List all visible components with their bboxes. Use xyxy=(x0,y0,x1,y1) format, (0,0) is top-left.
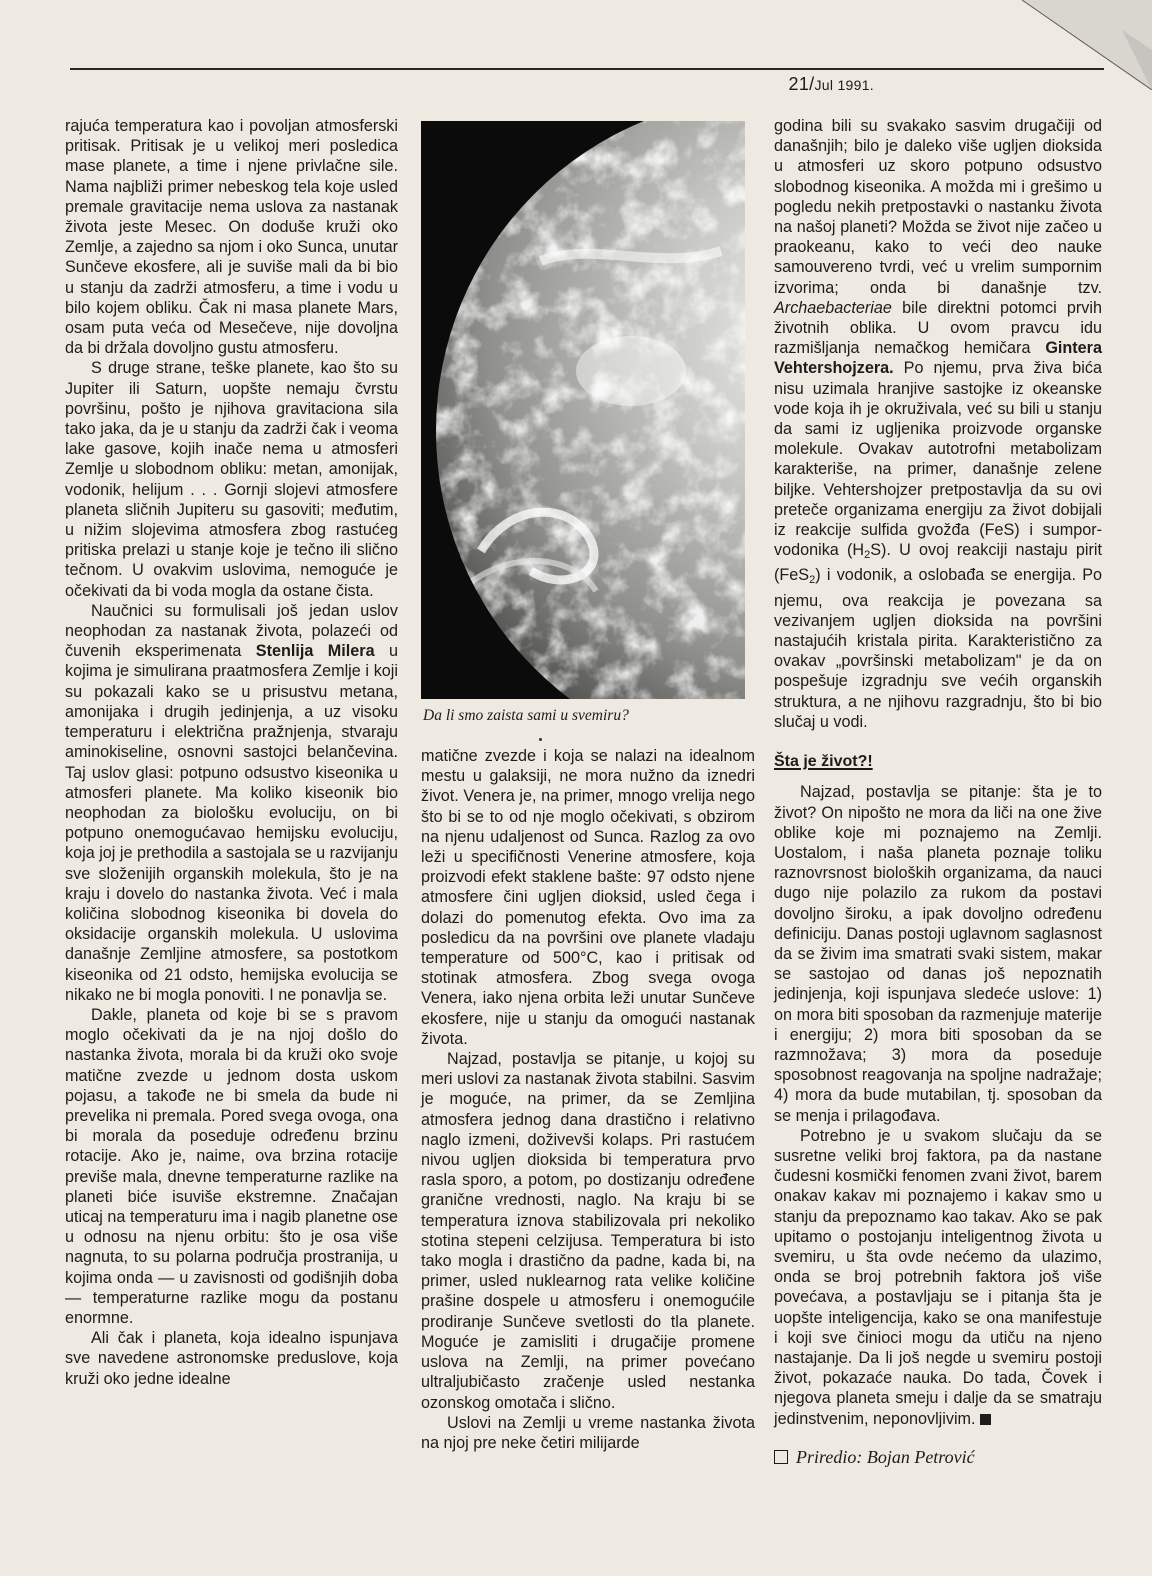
paragraph: godina bili su svakako sasvim drugačiji od današnjih; bilo je daleko više ugljen dioksida u atmosferi uz skoro potpuno odsustvo slobodnog kiseonika. A možda mi i grešimo u pogledu nekih pretpostavki o nastanku života na našoj planeti? Možda se život nije začeo u praokeanu, kako to veći deo nauke samouvereno tvrdi, već u vrelim sumpornim izvorima; onda bi današnje tzv. Archaebacteriae bile direktni potomci prvih životnih oblika. U ovom pravcu idu razmišljanja nemačkog hemičara Gintera Vehtershojzera. Po njemu, prva živa bića nisu uzimala hranjive sastojke iz okeanske vode koja ih je okruživala, već su bili u stanju da sami iz ugljenika proizvode organske molekule. Ovakav autotrofni metabolizam karakteriše, na primer, današnje zelene biljke. Vehtershojzer pretpostavlja da su ovi preteče organizama energiju za život dobijali iz reakcije sulfida gvožđa (FeS) i sumpor-vodonika $(H_2S)$. U ovoj reakciji nastaju pirit (FeS$_2$) i vodonik, a oslobađa se energija. Po njemu, ova reakcija je povezana sa vezivanjem ugljen dioksida na površini nastajućih kristala pirita. Karakteristično za ovakav „površinski metabolizam" je da on pospešuje izgradnju sve većih organskih struktura, a ne njihovu razgradnju, što bi bio slučaj u vodi. xyxy=(774,117,1102,731)
bold-name: Stenlija Milera xyxy=(255,642,375,661)
column-1 xyxy=(65,116,398,1389)
paragraph: S druge strane, teške planete, kao što su Jupiter ili Saturn, uopšte nemaju čvrstu površinu, pošto je njihova gravitaciona sila tako jaka, da je u stanju da zadrži čak i veoma lake gasove, kojih inače nema u atmosferi Zemlje u slobodnom obliku: metan, amonijak, vodonik, helijum . . . Gornji slojevi atmosfere planeta sličnih Jupiteru su gasoviti; međutim, u nižim slojevima atmosfera zbog rastućeg pritiska prelazi u stanje koje je tečno ili slično tečnom. U ovakvim uslovima, nemoguće je očekivati da bi voda mogla da ostane čista. xyxy=(65,359,398,600)
photo-caption: Da li smo zaista sami u svemiru? xyxy=(423,707,629,724)
bold-name: Gintera Vehtershojzera. xyxy=(774,339,1102,378)
author-credit: Priredio: Bojan Petrović xyxy=(774,1447,1102,1467)
paragraph: rajuća temperatura kao i povoljan atmosferski pritisak. Pritisak je u velikoj meri posledica mase planete, a time i njene privlačne sile. Nama najbliži primer nebeskog tela koje usled premale gravitacije nema uslova za nastanak života jeste Mesec. On doduše kruži oko Zemlje, a zajedno sa njom i oko Sunca, unutar Sunčeve ekosfere, ali je suviše mali da bi bio u stanju da zadrži atmosferu, a time i vodu u bilo kojem obliku. Čak ni masa planete Mars, osam puta veća od Mesečeve, nije dovoljna da bi držala dovoljno gustu atmosferu. xyxy=(65,117,398,358)
paragraph: Ali čak i planeta, koja idealno ispunjava sve navedene astronomske preduslove, koja kruži oko jedne idealne xyxy=(65,1329,398,1388)
paragraph: Najzad, postavlja se pitanje: šta je to život? On nipošto ne mora da liči na one žive oblike koje mi poznajemo na Zemlji. Uostalom, i naša planeta poznaje toliku raznovrsnost bioloških organizama, da nauci dugo nije polazilo za rukom da postavi dovoljno široku, a ipak dovoljno određenu definiciju. Danas postoji uglavnom saglasnost da se živim ima smatrati svaki sistem, makar se sastojao od danas još nepoznatih jedinjenja, koji ispunjava sledeće uslove: 1) on mora biti sposoban da razmenjuje materije i energiju; 2) mora biti sposoban da se razmnožava; 3) mora da poseduje sposobnost reagovanja na spoljne nadražaje; 4) mora da bude mutabilan, tj. sposoban da se menja i prilagođava. xyxy=(774,783,1102,1125)
paragraph: matične zvezde i koja se nalazi na idealnom mestu u galaksiji, ne mora nužno da iznedri život. Venera je, na primer, mnogo vrelija nego što bi se to od nje moglo očekivati, s obzirom na njenu udaljenost od Sunca. Razlog za ovo leži u specifičnosti Venerine atmosfere, koja proizvodi efekt staklene bašte: 97 odsto njene atmosfere čini ugljen dioksid, usled čega i dolazi do pomenutog efekta. Ovo ima za posledicu da na površini ove planete vladaju temperature od 500°C, kao i pritisak od stotinak atmosfera. Zbog svega ovoga Venera, iako njena orbita leži unutar Sunčeve ekosfere, nije u stanju da omogući nastanak života. xyxy=(421,747,755,1048)
paragraph: Najzad, postavlja se pitanje, u kojoj su meri uslovi za nastanak života stabilni. Sasvim je moguće, na primer, da se Zemljina atmosfera jednog dana drastično i relativno naglo izmeni, doživevši kolaps. Pri rastućem nivou ugljen dioksida bi temperatura prvo rasla sporo, a potom, po dostizanju određene granične vrednosti, naglo. Na kraju bi se temperatura iznova stabilizovala pri nekoliko stotina stepeni celzijusa. Temperatura bi isto tako mogla i drastično da padne, kada bi, na primer, usled nuklearnog rata velike količine prašine dospele u atmosferu i onemogućile prodiranje Sunčeve svetlosti do tla planete. Moguće je zamisliti i drugačije promene uslova na Zemlji, na primer povećano ultraljubičasto zračenje usled nestanka ozonskog omotača i slično. xyxy=(421,1050,755,1412)
column-2 xyxy=(421,746,755,1453)
header-rule xyxy=(70,68,1104,70)
paragraph: Uslovi na Zemlji u vreme nastanka života na njoj pre neke četiri milijarde xyxy=(421,1413,755,1452)
issue-year: 1991. xyxy=(833,77,874,93)
folded-corner xyxy=(1002,0,1152,90)
paragraph: Dakle, planeta od koje bi se s pravom moglo očekivati da je na njoj došlo do nastanka života, morala bi da kruži oko svoje matične zvezde u jednom dosta uskom pojasu, a takođe ne bi smela da bude ni prevelika ni premala. Pored svega ovoga, ona bi morala da poseduje određenu brzinu rotacije. Ako je, naime, ova brzina rotacije previše mala, dnevne temperaturne razlike na planeti biće isuviše ekstremne. Značajan uticaj na temperaturu ima i nagib planetne ose u odnosu na njenu orbitu: što je osa više nagnuta, to su polarna područja prostranija, u kojima onda — u zavisnosti od godišnjih doba — temperaturne razlike mogu da postanu enormne. xyxy=(65,1005,398,1327)
paragraph: Potrebno je u svakom slučaju da se susretne veliki broj faktora, pa da nastane čudesni kosmički fenomen zvani život, barem onakav kakav mi poznajemo i kakav smo u stanju da prepoznamo kao takav. Ako se pak upitamo o postojanju inteligentnog života u svemiru, u šta ovde nećemo da ulazimo, onda se broj potrebnih faktora još više povećava, a postavljaju se i pitanja šta je uopšte inteligencija, kako se ona manifestuje i koji sve činioci mogu da utiču na njeno nastajanje. Da li još negde u svemiru postoji život, pokazaće nauka. Do tada, Čovek i njegova planeta smeju i dalje da se smatraju jedinstvenim, neponovljivim. xyxy=(774,1126,1102,1428)
square-outline-icon xyxy=(774,1450,788,1464)
column-3 xyxy=(774,116,1102,1467)
end-mark-icon xyxy=(980,1414,991,1425)
bullet-dot xyxy=(539,738,542,741)
issue-number: 21/ xyxy=(788,74,815,94)
paragraph: Naučnici su formulisali još jedan uslov neophodan za nastanak života, polazeći od čuvenih eksperimenata Stenlija Milera u kojima je simulirana praatmosfera Zemlje i koji su pokazali kako se u prisustvu metana, amonijaka i drugih jedinjenja, a uz visoku temperaturu i električna pražnjenja, stvaraju aminokiseline, osnovni sastojci belančevina. Taj uslov glasi: potpuno odsustvo kiseonika u atmosferi planete. Ma koliko kiseonik bio neophodan za biološku evoluciju, on bi potpuno onemogućavao hemijsku evoluciju, koja joj je prethodila a sastojala se u razvijanju sve složenijih organskih molekula, što je na kraju i dovelo do nastanka života. Već i mala količina slobodnog kiseonika bi dovela do oksidacije organskih molekula. U uslovima današnje Zemljine atmosfere, sa postotkom kiseonika od 21 odsto, hemijska evolucija se nikako ne bi mogla ponoviti. I ne ponavlja se. xyxy=(65,601,398,1004)
italic-term: Archaebacteriae xyxy=(774,298,892,317)
section-subheading: Šta je život?! xyxy=(774,753,873,771)
issue-month: Jul xyxy=(814,77,834,93)
earth-photo xyxy=(421,121,745,699)
page-folio xyxy=(789,74,874,95)
